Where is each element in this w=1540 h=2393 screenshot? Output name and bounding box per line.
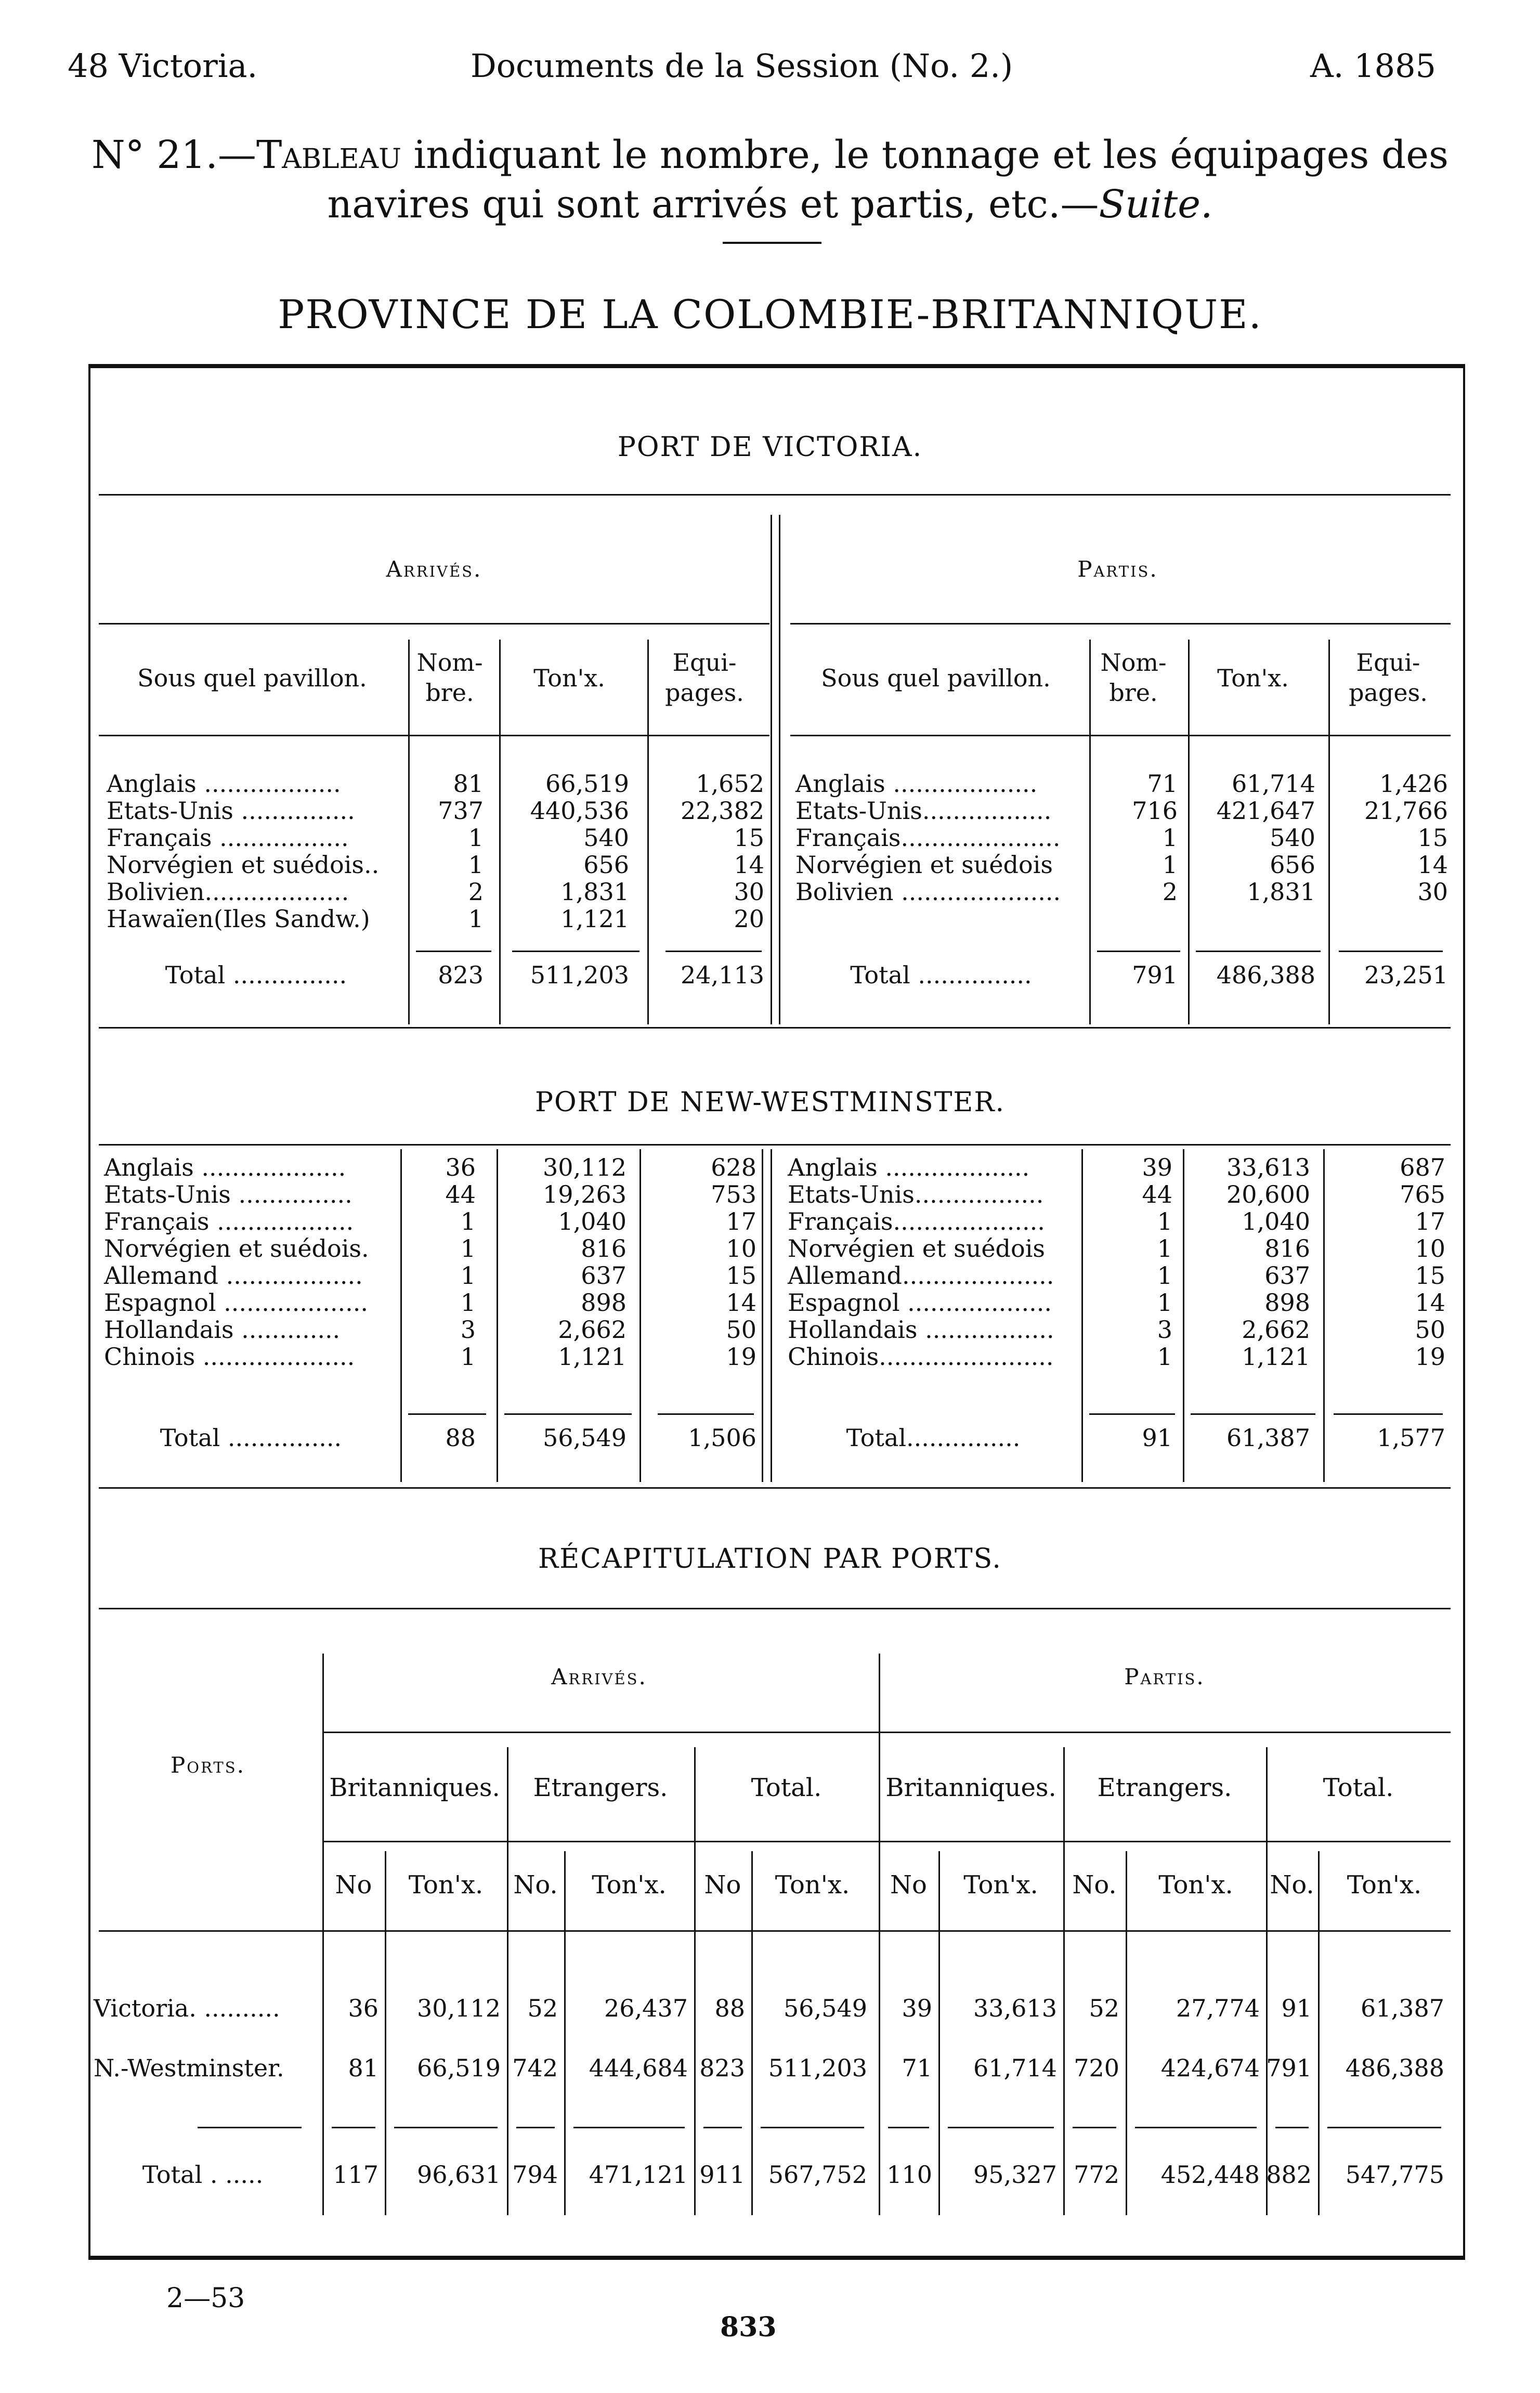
tonnage-cell: 637 (1264, 1261, 1310, 1290)
column-rule (322, 1654, 324, 2215)
sum-rule (1135, 2127, 1257, 2128)
recap-port-label: Total . ..... (142, 2161, 264, 2189)
recap-cell: 424,674 (1160, 2054, 1260, 2082)
sum-rule (665, 951, 762, 952)
sum-rule (703, 2127, 742, 2128)
number-cell: 36 (445, 1153, 476, 1181)
tonnage-cell: 33,613 (1226, 1153, 1310, 1181)
recap-group-header: Etrangers. (1097, 1773, 1232, 1802)
running-header-left: 48 Victoria. (68, 47, 258, 85)
number-cell: 1 (1162, 824, 1178, 852)
number-cell: 1 (468, 905, 484, 933)
recap-arrives-label: Arrivés. (551, 1664, 647, 1689)
sum-rule (394, 2127, 498, 2128)
recap-subcolumn-header: No (335, 1870, 372, 1900)
col-header-equipages: Equi- pages. (665, 648, 744, 707)
recap-cell: 444,684 (589, 2054, 688, 2082)
recap-cell: 66,519 (417, 2054, 501, 2082)
recap-group-header: Total. (1323, 1773, 1394, 1802)
number-cell: 1 (1157, 1289, 1172, 1317)
column-rule (762, 1149, 763, 1482)
recap-cell: 471,121 (589, 2161, 688, 2189)
divider (99, 494, 1451, 496)
flag-label: Total............... (846, 1424, 1021, 1452)
flag-label: Espagnol ................... (104, 1289, 368, 1317)
recap-cell: 81 (348, 2054, 379, 2082)
divider (99, 1144, 1451, 1146)
recap-cell: 772 (1074, 2161, 1119, 2189)
crew-cell: 753 (711, 1180, 756, 1208)
number-cell: 71 (1147, 770, 1178, 798)
recap-cell: 117 (333, 2161, 379, 2189)
sum-rule (516, 2127, 555, 2128)
recap-cell: 33,613 (973, 1994, 1057, 2022)
recap-cell: 110 (886, 2161, 932, 2189)
column-rule (1183, 1149, 1184, 1482)
tonnage-cell: 2,662 (1242, 1316, 1310, 1344)
recap-cell: 26,437 (604, 1994, 688, 2022)
column-rule (779, 515, 780, 1024)
tonnage-cell: 816 (1264, 1234, 1310, 1263)
crew-cell: 15 (734, 824, 764, 852)
crew-cell: 10 (1415, 1234, 1445, 1263)
recap-subcolumn-header: Ton'x. (592, 1870, 667, 1900)
column-rule (771, 1149, 772, 1482)
flag-label: Total ............... (165, 961, 347, 989)
recap-ports-label: Ports. (171, 1752, 245, 1778)
flag-label: Total ............... (160, 1424, 342, 1452)
crew-cell: 765 (1400, 1180, 1445, 1208)
recap-cell: 794 (512, 2161, 558, 2189)
column-rule (499, 640, 501, 1024)
col-header-nombre: Nom- bre. (416, 648, 483, 707)
number-cell: 1 (460, 1207, 476, 1235)
recap-group-header: Etrangers. (533, 1773, 668, 1802)
column-rule (694, 1747, 696, 2215)
crew-cell: 20 (734, 905, 764, 933)
crew-cell: 19 (1415, 1343, 1445, 1371)
tonnage-cell: 1,831 (1247, 878, 1315, 906)
col-header-pavillon: Sous quel pavillon. (137, 664, 367, 692)
tonnage-cell: 1,121 (1242, 1343, 1310, 1371)
crew-cell: 10 (726, 1234, 756, 1263)
column-rule (507, 1747, 508, 2215)
tonnage-cell: 440,536 (530, 797, 629, 825)
sum-rule (761, 2127, 864, 2128)
tonnage-cell: 656 (1270, 851, 1315, 879)
crew-cell: 22,382 (681, 797, 764, 825)
crew-cell: 30 (1417, 878, 1448, 906)
flag-label: Espagnol ................... (788, 1289, 1052, 1317)
flag-label: Allemand.................... (788, 1261, 1054, 1290)
number-cell: 1 (1157, 1207, 1172, 1235)
flag-label: Total ............... (850, 961, 1032, 989)
recap-title: RÉCAPITULATION PAR PORTS. (538, 1543, 1002, 1575)
flag-label: Français.................... (788, 1207, 1045, 1235)
tonnage-cell: 20,600 (1226, 1180, 1310, 1208)
flag-label: Chinois .................... (104, 1343, 355, 1371)
column-rule (1266, 1747, 1268, 2215)
recap-cell: 547,775 (1345, 2161, 1444, 2189)
signature-mark: 2—53 (166, 2283, 245, 2314)
column-rule (1089, 640, 1091, 1024)
crew-cell: 15 (1417, 824, 1448, 852)
number-cell: 3 (1157, 1316, 1172, 1344)
tonnage-cell: 61,714 (1232, 770, 1315, 798)
victoria-partis-label: Partis. (1077, 556, 1158, 582)
number-cell: 39 (1142, 1153, 1172, 1181)
number-cell: 44 (1142, 1180, 1172, 1208)
recap-partis-label: Partis. (1124, 1664, 1205, 1689)
recap-subcolumn-header: No (890, 1870, 927, 1900)
column-rule (1063, 1747, 1065, 2215)
running-header-right: A. 1885 (1310, 47, 1436, 85)
flag-label: Français ................. (107, 824, 349, 852)
column-rule (1323, 1149, 1325, 1482)
recap-cell: 791 (1266, 2054, 1312, 2082)
sum-rule (1196, 951, 1321, 952)
number-cell: 1 (1157, 1261, 1172, 1290)
recap-cell: 96,631 (417, 2161, 501, 2189)
tonnage-cell: 1,040 (558, 1207, 627, 1235)
recap-subcolumn-header: No. (1270, 1870, 1314, 1900)
recap-cell: 720 (1074, 2054, 1119, 2082)
sum-rule (948, 2127, 1054, 2128)
recap-port-label: Victoria. .......... (94, 1994, 280, 2022)
port-westminster-title: PORT DE NEW-WESTMINSTER. (534, 1087, 1006, 1118)
tonnage-cell: 56,549 (543, 1424, 627, 1452)
flag-label: Français .................. (104, 1207, 354, 1235)
recap-subcolumn-header: Ton'x. (1158, 1870, 1233, 1900)
flag-label: Français..................... (795, 824, 1061, 852)
flag-label: Anglais ................... (104, 1153, 346, 1181)
recap-cell: 911 (699, 2161, 745, 2189)
flag-label: Anglais .................. (107, 770, 341, 798)
tonnage-cell: 1,040 (1242, 1207, 1310, 1235)
flag-label: Etats-Unis ............... (104, 1180, 353, 1208)
column-rule (647, 640, 649, 1024)
sum-rule (504, 1413, 632, 1415)
tonnage-cell: 1,121 (558, 1343, 627, 1371)
recap-subcolumn-header: Ton'x. (775, 1870, 850, 1900)
divider (790, 623, 1451, 625)
number-cell: 1 (468, 824, 484, 852)
column-rule (1328, 640, 1330, 1024)
tonnage-cell: 816 (581, 1234, 627, 1263)
crew-cell: 21,766 (1364, 797, 1448, 825)
sum-rule (1089, 1413, 1175, 1415)
number-cell: 1 (460, 1261, 476, 1290)
sum-rule (1097, 951, 1180, 952)
number-cell: 1 (1162, 851, 1178, 879)
flag-label: Etats-Unis................. (795, 797, 1052, 825)
recap-subcolumn-header: Ton'x. (963, 1870, 1038, 1900)
number-cell: 3 (460, 1316, 476, 1344)
recap-subcolumn-header: Ton'x. (408, 1870, 484, 1900)
number-cell: 1 (468, 851, 484, 879)
flag-label: Chinois....................... (788, 1343, 1054, 1371)
number-cell: 44 (445, 1180, 476, 1208)
tonnage-cell: 656 (583, 851, 629, 879)
table-title-line2: navires qui sont arrivés et partis, etc.—Suite. (327, 182, 1213, 227)
tonnage-cell: 511,203 (530, 961, 629, 989)
recap-cell: 36 (348, 1994, 379, 2022)
column-rule (400, 1149, 402, 1482)
sum-rule (1191, 1413, 1315, 1415)
recap-cell: 39 (902, 1994, 932, 2022)
col-header-tonnage: Ton'x. (533, 664, 605, 692)
sum-rule (1073, 2127, 1116, 2128)
recap-subcolumn-header: No (704, 1870, 741, 1900)
number-cell: 1 (1157, 1343, 1172, 1371)
crew-cell: 15 (1415, 1261, 1445, 1290)
flag-label: Norvégien et suédois. (104, 1234, 369, 1263)
number-cell: 2 (468, 878, 484, 906)
flag-label: Bolivien................... (107, 878, 349, 906)
sum-rule (408, 1413, 486, 1415)
recap-cell: 452,448 (1160, 2161, 1260, 2189)
number-cell: 737 (438, 797, 484, 825)
crew-cell: 30 (734, 878, 764, 906)
recap-group-header: Britanniques. (885, 1773, 1056, 1802)
flag-label: Anglais ................... (795, 770, 1038, 798)
tonnage-cell: 421,647 (1216, 797, 1315, 825)
crew-cell: 24,113 (681, 961, 764, 989)
tonnage-cell: 898 (581, 1289, 627, 1317)
crew-cell: 1,506 (688, 1424, 756, 1452)
column-rule (879, 1654, 880, 2215)
divider (99, 1487, 1451, 1489)
province-heading: PROVINCE DE LA COLOMBIE-BRITANNIQUE. (278, 291, 1262, 337)
recap-cell: 52 (1089, 1994, 1119, 2022)
sum-rule (1334, 1413, 1443, 1415)
recap-cell: 486,388 (1345, 2054, 1444, 2082)
crew-cell: 50 (1415, 1316, 1445, 1344)
crew-cell: 50 (726, 1316, 756, 1344)
column-rule (497, 1149, 498, 1482)
number-cell: 1 (460, 1234, 476, 1263)
flag-label: Etats-Unis................. (788, 1180, 1044, 1208)
crew-cell: 17 (726, 1207, 756, 1235)
divider (99, 1930, 1451, 1932)
divider (99, 1027, 1451, 1029)
crew-cell: 14 (734, 851, 764, 879)
tonnage-cell: 1,121 (560, 905, 629, 933)
recap-cell: 882 (1266, 2161, 1312, 2189)
column-rule (1081, 1149, 1083, 1482)
tonnage-cell: 1,831 (560, 878, 629, 906)
sum-rule (888, 2127, 929, 2128)
tonnage-cell: 66,519 (545, 770, 629, 798)
divider (99, 1608, 1451, 1609)
number-cell: 1 (460, 1343, 476, 1371)
recap-cell: 61,387 (1361, 1994, 1444, 2022)
sum-rule (1339, 951, 1443, 952)
tonnage-cell: 30,112 (543, 1153, 627, 1181)
sum-rule (1327, 2127, 1441, 2128)
crew-cell: 14 (1415, 1289, 1445, 1317)
col-header-nombre: Nom- bre. (1100, 648, 1167, 707)
col-header-pavillon: Sous quel pavillon. (821, 664, 1051, 692)
crew-cell: 23,251 (1364, 961, 1448, 989)
recap-subcolumn-header: No. (513, 1870, 558, 1900)
col-header-equipages: Equi- pages. (1349, 648, 1428, 707)
tonnage-cell: 61,387 (1226, 1424, 1310, 1452)
flag-label: Norvégien et suédois (788, 1234, 1046, 1263)
crew-cell: 19 (726, 1343, 756, 1371)
column-rule (771, 515, 772, 1024)
number-cell: 823 (438, 961, 484, 989)
recap-cell: 91 (1281, 1994, 1312, 2022)
recap-cell: 95,327 (973, 2161, 1057, 2189)
divider (790, 735, 1451, 736)
title-divider (723, 242, 821, 244)
recap-cell: 52 (527, 1994, 558, 2022)
victoria-arrives-label: Arrivés. (386, 556, 482, 582)
number-cell: 81 (453, 770, 484, 798)
port-victoria-title: PORT DE VICTORIA. (617, 432, 923, 463)
column-rule (640, 1149, 641, 1482)
sum-rule (573, 2127, 685, 2128)
flag-label: Bolivien ..................... (795, 878, 1061, 906)
recap-group-header: Britanniques. (329, 1773, 500, 1802)
divider (322, 1732, 1451, 1733)
number-cell: 91 (1142, 1424, 1172, 1452)
flag-label: Anglais ................... (788, 1153, 1030, 1181)
flag-label: Etats-Unis ............... (107, 797, 355, 825)
crew-cell: 687 (1400, 1153, 1445, 1181)
recap-cell: 567,752 (768, 2161, 867, 2189)
sum-rule (332, 2127, 375, 2128)
tonnage-cell: 2,662 (558, 1316, 627, 1344)
recap-cell: 823 (699, 2054, 745, 2082)
tonnage-cell: 540 (583, 824, 629, 852)
recap-cell: 61,714 (973, 2054, 1057, 2082)
divider (99, 735, 769, 736)
sum-rule (658, 1413, 754, 1415)
crew-cell: 1,652 (696, 770, 764, 798)
crew-cell: 1,577 (1377, 1424, 1445, 1452)
number-cell: 88 (445, 1424, 476, 1452)
crew-cell: 14 (1417, 851, 1448, 879)
sum-rule (416, 951, 491, 952)
table-title-line1: N° 21.—Tableau indiquant le nombre, le tonnage et les équipages des (91, 133, 1449, 177)
col-header-tonnage: Ton'x. (1217, 664, 1289, 692)
running-header-center: Documents de la Session (No. 2.) (471, 47, 1013, 85)
number-cell: 1 (1157, 1234, 1172, 1263)
tonnage-cell: 637 (581, 1261, 627, 1290)
recap-cell: 742 (512, 2054, 558, 2082)
number-cell: 791 (1132, 961, 1178, 989)
column-rule (408, 640, 410, 1024)
crew-cell: 17 (1415, 1207, 1445, 1235)
number-cell: 1 (460, 1289, 476, 1317)
crew-cell: 628 (711, 1153, 756, 1181)
crew-cell: 1,426 (1379, 770, 1448, 798)
recap-subcolumn-header: Ton'x. (1347, 1870, 1422, 1900)
tonnage-cell: 486,388 (1216, 961, 1315, 989)
flag-label: Hollandais ............. (104, 1316, 341, 1344)
recap-cell: 71 (902, 2054, 932, 2082)
number-cell: 716 (1132, 797, 1178, 825)
crew-cell: 15 (726, 1261, 756, 1290)
tonnage-cell: 540 (1270, 824, 1315, 852)
sum-rule (198, 2127, 302, 2128)
recap-cell: 511,203 (768, 2054, 867, 2082)
tonnage-cell: 19,263 (543, 1180, 627, 1208)
flag-label: Norvégien et suédois.. (107, 851, 380, 879)
recap-cell: 30,112 (417, 1994, 501, 2022)
flag-label: Hollandais ................. (788, 1316, 1054, 1344)
recap-cell: 88 (714, 1994, 745, 2022)
flag-label: Norvégien et suédois (795, 851, 1053, 879)
recap-group-header: Total. (751, 1773, 822, 1802)
crew-cell: 14 (726, 1289, 756, 1317)
recap-port-label: N.-Westminster. (94, 2054, 284, 2082)
divider (99, 623, 769, 625)
sum-rule (1275, 2127, 1309, 2128)
flag-label: Hawaïen(Iles Sandw.) (107, 905, 370, 933)
recap-cell: 27,774 (1176, 1994, 1260, 2022)
divider (322, 1841, 1451, 1842)
tonnage-cell: 898 (1264, 1289, 1310, 1317)
sum-rule (512, 951, 640, 952)
recap-cell: 56,549 (784, 1994, 867, 2022)
recap-subcolumn-header: No. (1072, 1870, 1117, 1900)
number-cell: 2 (1162, 878, 1178, 906)
column-rule (1188, 640, 1190, 1024)
flag-label: Allemand .................. (104, 1261, 363, 1290)
page-number: 833 (720, 2311, 777, 2343)
